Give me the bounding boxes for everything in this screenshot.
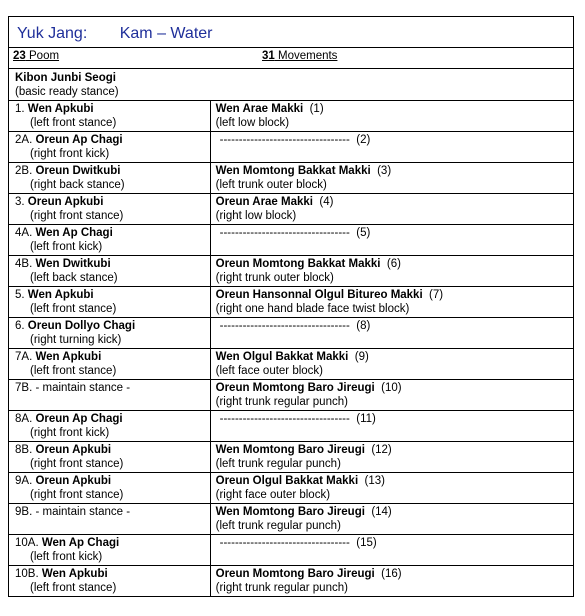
stance-desc: (right back stance) xyxy=(30,179,125,191)
stance-name: - maintain stance - xyxy=(35,382,131,394)
technique-dashes: ---------------------------------- xyxy=(219,320,350,332)
stance-desc: (left front stance) xyxy=(30,365,117,377)
movement-row xyxy=(9,380,574,411)
step-number: 6. xyxy=(15,320,25,332)
technique-desc: (right trunk regular punch) xyxy=(215,582,348,594)
technique-name: Wen Arae Makki xyxy=(215,103,304,115)
stance-cell xyxy=(9,194,211,225)
kibon-desc: (basic ready stance) xyxy=(15,86,119,98)
kibon-cell xyxy=(9,69,574,101)
technique-name: Wen Olgul Bakkat Makki xyxy=(215,351,349,363)
stance-cell xyxy=(9,101,211,132)
technique-name: Oreun Arae Makki xyxy=(215,196,313,208)
step-number: 4A. xyxy=(15,227,33,239)
movement-row xyxy=(9,194,574,225)
movement-row xyxy=(9,287,574,318)
step-number: 8B. xyxy=(15,444,33,456)
technique-cell xyxy=(210,442,573,473)
stance-cell xyxy=(9,225,211,256)
technique-cell xyxy=(210,504,573,535)
movement-number: (1) xyxy=(309,103,324,115)
movement-row xyxy=(9,163,574,194)
technique-dashes: ---------------------------------- xyxy=(219,134,350,146)
movement-number: (2) xyxy=(356,134,371,146)
step-number: 1. xyxy=(15,103,25,115)
stance-desc: (left front kick) xyxy=(30,551,103,563)
stance-cell xyxy=(9,287,211,318)
technique-name: Oreun Hansonnal Olgul Bitureo Makki xyxy=(215,289,423,301)
movements-info xyxy=(262,49,337,63)
movement-number: (10) xyxy=(381,382,402,394)
movement-number: (11) xyxy=(356,413,376,425)
technique-desc: (left face outer block) xyxy=(215,365,324,377)
step-number: 10A. xyxy=(15,537,39,549)
poom-info xyxy=(13,50,59,62)
stance-name: Wen Dwitkubi xyxy=(35,258,111,270)
stance-cell xyxy=(9,504,211,535)
form-name: Yuk Jang: xyxy=(17,24,88,42)
stance-desc: (left front stance) xyxy=(30,117,117,129)
technique-cell xyxy=(210,225,573,256)
technique-cell xyxy=(210,163,573,194)
stance-name: Oreun Dollyo Chagi xyxy=(27,320,136,332)
movement-row xyxy=(9,256,574,287)
technique-name: Oreun Momtong Bakkat Makki xyxy=(215,258,381,270)
step-number: 4B. xyxy=(15,258,33,270)
stance-name: Wen Apkubi xyxy=(27,289,94,301)
stance-desc: (right front stance) xyxy=(30,458,124,470)
stance-name: Oreun Apkubi xyxy=(27,196,104,208)
technique-desc: (left trunk regular punch) xyxy=(215,458,341,470)
step-number: 2A. xyxy=(15,134,33,146)
step-number: 9A. xyxy=(15,475,33,487)
technique-cell xyxy=(210,194,573,225)
poomsae-document xyxy=(8,16,574,597)
step-number: 7B. xyxy=(15,382,33,394)
technique-cell xyxy=(210,349,573,380)
movement-number: (5) xyxy=(356,227,371,239)
movement-number: (7) xyxy=(429,289,444,301)
subtitle-row xyxy=(9,48,574,69)
step-number: 8A. xyxy=(15,413,33,425)
movements-count: 31 xyxy=(262,50,275,62)
stance-desc: (right front stance) xyxy=(30,210,124,222)
movement-number: (3) xyxy=(377,165,392,177)
technique-dashes: ---------------------------------- xyxy=(219,537,350,549)
movement-row xyxy=(9,225,574,256)
stance-desc: (left front stance) xyxy=(30,303,117,315)
stance-name: - maintain stance - xyxy=(35,506,131,518)
technique-desc: (left trunk outer block) xyxy=(215,179,327,191)
movement-number: (13) xyxy=(364,475,385,487)
technique-name: Wen Momtong Baro Jireugi xyxy=(215,506,365,518)
kibon-row xyxy=(9,69,574,101)
movements-label: Movements xyxy=(278,50,338,62)
form-meaning: Kam – Water xyxy=(119,24,213,42)
technique-desc: (right one hand blade face twist block) xyxy=(215,303,410,315)
movement-row xyxy=(9,535,574,566)
movement-number: (15) xyxy=(356,537,377,549)
stance-cell xyxy=(9,132,211,163)
technique-desc: (right trunk regular punch) xyxy=(215,396,348,408)
movement-number: (6) xyxy=(386,258,401,270)
stance-cell xyxy=(9,535,211,566)
technique-cell xyxy=(210,411,573,442)
movement-row xyxy=(9,318,574,349)
movement-row xyxy=(9,504,574,535)
technique-dashes: ---------------------------------- xyxy=(219,413,350,425)
subtitle-cell xyxy=(9,48,574,69)
movement-row xyxy=(9,442,574,473)
stance-cell xyxy=(9,566,211,597)
technique-desc: (right face outer block) xyxy=(215,489,331,501)
step-number: 10B. xyxy=(15,568,39,580)
title-cell xyxy=(9,17,574,48)
technique-desc: (left trunk regular punch) xyxy=(215,520,341,532)
poom-label: Poom xyxy=(29,50,60,62)
technique-cell xyxy=(210,101,573,132)
movement-number: (8) xyxy=(356,320,371,332)
stance-cell xyxy=(9,256,211,287)
technique-cell xyxy=(210,256,573,287)
stance-desc: (left front kick) xyxy=(30,241,103,253)
technique-cell xyxy=(210,535,573,566)
stance-name: Wen Ap Chagi xyxy=(41,537,120,549)
stance-cell xyxy=(9,318,211,349)
stance-cell xyxy=(9,411,211,442)
technique-name: Oreun Momtong Baro Jireugi xyxy=(215,382,375,394)
movement-row xyxy=(9,473,574,504)
stance-desc: (right front kick) xyxy=(30,427,110,439)
technique-cell xyxy=(210,132,573,163)
stance-desc: (right front kick) xyxy=(30,148,110,160)
technique-name: Wen Momtong Baro Jireugi xyxy=(215,444,365,456)
movement-number: (4) xyxy=(319,196,334,208)
movement-row xyxy=(9,349,574,380)
stance-name: Oreun Ap Chagi xyxy=(35,413,123,425)
movement-number: (14) xyxy=(371,506,392,518)
stance-desc: (left front stance) xyxy=(30,582,117,594)
technique-name: Wen Momtong Bakkat Makki xyxy=(215,165,371,177)
stance-desc: (right turning kick) xyxy=(30,334,122,346)
stance-desc: (right front stance) xyxy=(30,489,124,501)
poomsae-table xyxy=(8,16,574,597)
movement-row xyxy=(9,566,574,597)
movement-number: (16) xyxy=(381,568,402,580)
stance-cell xyxy=(9,473,211,504)
stance-desc: (left back stance) xyxy=(30,272,118,284)
technique-desc: (right trunk outer block) xyxy=(215,272,334,284)
technique-cell xyxy=(210,473,573,504)
movement-row xyxy=(9,132,574,163)
stance-name: Wen Apkubi xyxy=(35,351,102,363)
movement-number: (9) xyxy=(354,351,369,363)
stance-name: Oreun Apkubi xyxy=(35,475,112,487)
poom-count: 23 xyxy=(13,50,26,62)
technique-name: Oreun Momtong Baro Jireugi xyxy=(215,568,375,580)
technique-desc: (left low block) xyxy=(215,117,290,129)
stance-name: Oreun Ap Chagi xyxy=(35,134,123,146)
stance-name: Wen Apkubi xyxy=(27,103,94,115)
step-number: 9B. xyxy=(15,506,33,518)
stance-name: Wen Apkubi xyxy=(41,568,108,580)
technique-name: Oreun Olgul Bakkat Makki xyxy=(215,475,359,487)
stance-cell xyxy=(9,163,211,194)
stance-cell xyxy=(9,349,211,380)
movement-number: (12) xyxy=(371,444,392,456)
stance-cell xyxy=(9,442,211,473)
step-number: 3. xyxy=(15,196,25,208)
technique-cell xyxy=(210,566,573,597)
technique-dashes: ---------------------------------- xyxy=(219,227,350,239)
technique-cell xyxy=(210,318,573,349)
technique-cell xyxy=(210,287,573,318)
step-number: 5. xyxy=(15,289,25,301)
movement-row xyxy=(9,101,574,132)
title-row xyxy=(9,17,574,48)
stance-cell xyxy=(9,380,211,411)
stance-name: Oreun Apkubi xyxy=(35,444,112,456)
movement-row xyxy=(9,411,574,442)
technique-desc: (right low block) xyxy=(215,210,297,222)
step-number: 7A. xyxy=(15,351,33,363)
technique-cell xyxy=(210,380,573,411)
kibon-name: Kibon Junbi Seogi xyxy=(15,72,116,84)
stance-name: Oreun Dwitkubi xyxy=(35,165,121,177)
stance-name: Wen Ap Chagi xyxy=(35,227,113,239)
step-number: 2B. xyxy=(15,165,33,177)
